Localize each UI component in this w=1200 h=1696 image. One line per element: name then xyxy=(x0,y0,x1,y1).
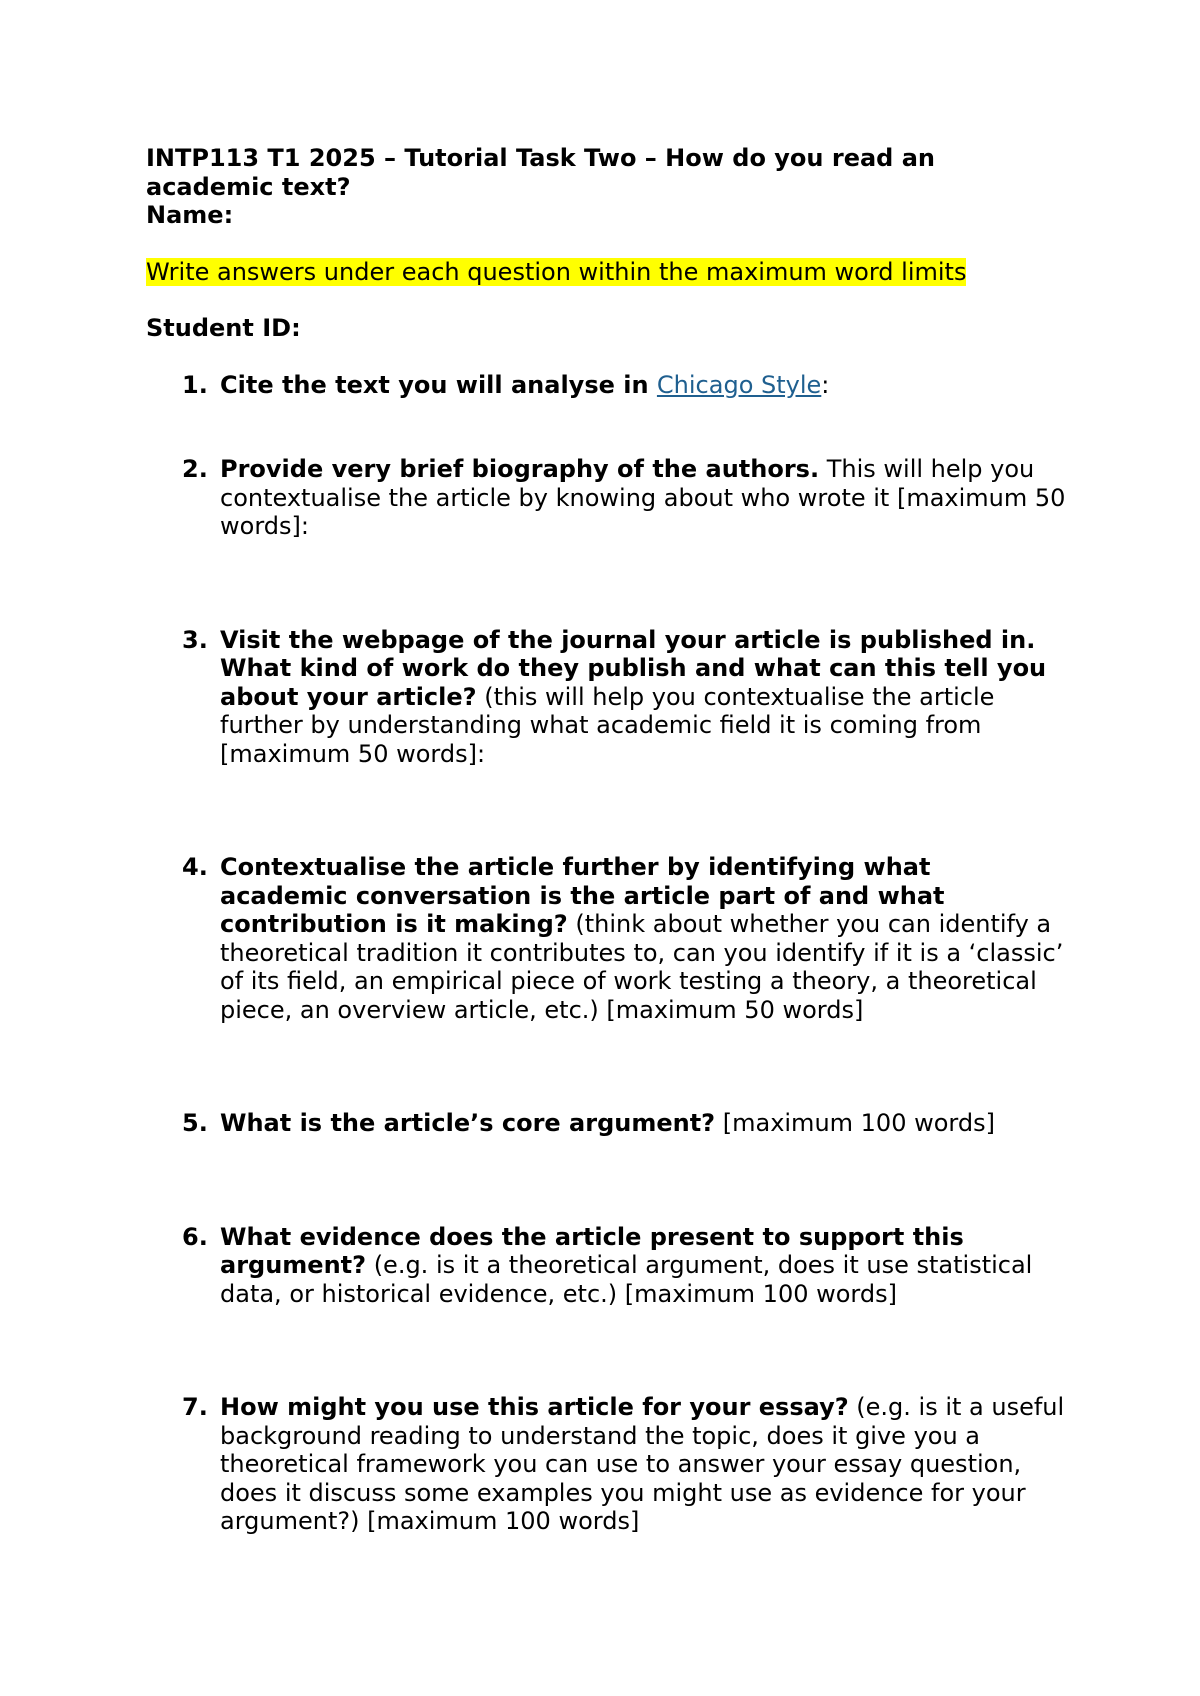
student-id-label: Student ID: xyxy=(146,314,301,342)
question-number: 6. xyxy=(182,1222,208,1251)
question-detail: (this will help you contextualise the article further by understanding what academic field it is coming from [maximum 50 words]: xyxy=(220,682,995,768)
question-number: 3. xyxy=(182,625,208,654)
question-number: 4. xyxy=(182,853,208,881)
question-prompt: Cite the text you will analyse in xyxy=(220,370,657,399)
question-number: 7. xyxy=(182,1393,208,1421)
question-detail: (e.g. is it a theoretical argument, does it use statistical data, or historical evidence, etc.) [maximum 100 words] xyxy=(220,1251,1033,1308)
question-6 xyxy=(146,1223,1066,1309)
question-detail: [maximum 100 words] xyxy=(715,1109,995,1137)
question-prompt: What is the article’s core argument? xyxy=(220,1109,716,1137)
document-page xyxy=(146,144,1066,1536)
question-prompt: Contextualise the article further by identifying what academic conversation is the article part of and what contribution is it making? xyxy=(220,853,945,938)
question-1 xyxy=(146,371,1066,400)
question-3 xyxy=(146,626,1066,769)
question-list xyxy=(146,371,1066,1536)
question-detail: (e.g. is it a useful background reading to understand the topic, does it give you a theoretical framework you can use to answer your essay question, does it discuss some examples you might use as evidence for your argument?) [maximum 100 words] xyxy=(220,1393,1065,1535)
question-5 xyxy=(146,1109,1066,1138)
question-prompt: Provide very brief biography of the authors. xyxy=(220,455,820,483)
question-prompt: How might you use this article for your essay? xyxy=(220,1393,849,1421)
question-detail: (think about whether you can identify a theoretical tradition it contributes to, can you identify if it is a ‘classic’ of its field, an empirical piece of work testing a theory, a theoretical piece, an overview article, etc.) [maximum 50 words] xyxy=(220,910,1064,1024)
question-prompt: What evidence does the article present to support this argument? xyxy=(220,1222,964,1279)
question-number: 2. xyxy=(182,455,208,483)
question-2 xyxy=(146,455,1066,541)
instruction-highlight: Write answers under each question within the maximum word limits xyxy=(146,257,967,286)
document-title: INTP113 T1 2025 – Tutorial Task Two – How do you read an academic text? xyxy=(146,144,935,201)
question-7 xyxy=(146,1393,1066,1536)
instruction-line xyxy=(146,258,1066,287)
question-detail: : xyxy=(821,370,830,399)
chicago-style-link[interactable]: Chicago Style xyxy=(656,370,822,399)
question-number: 5. xyxy=(182,1109,208,1137)
question-prompt: Visit the webpage of the journal your article is published in. What kind of work do they publish and what can this tell you about your article? xyxy=(220,625,1047,711)
name-label: Name: xyxy=(146,201,234,229)
question-number: 1. xyxy=(182,370,208,399)
question-4 xyxy=(146,853,1066,1024)
question-detail: This will help you contextualise the article by knowing about who wrote it [maximum 50 words]: xyxy=(220,455,1066,540)
